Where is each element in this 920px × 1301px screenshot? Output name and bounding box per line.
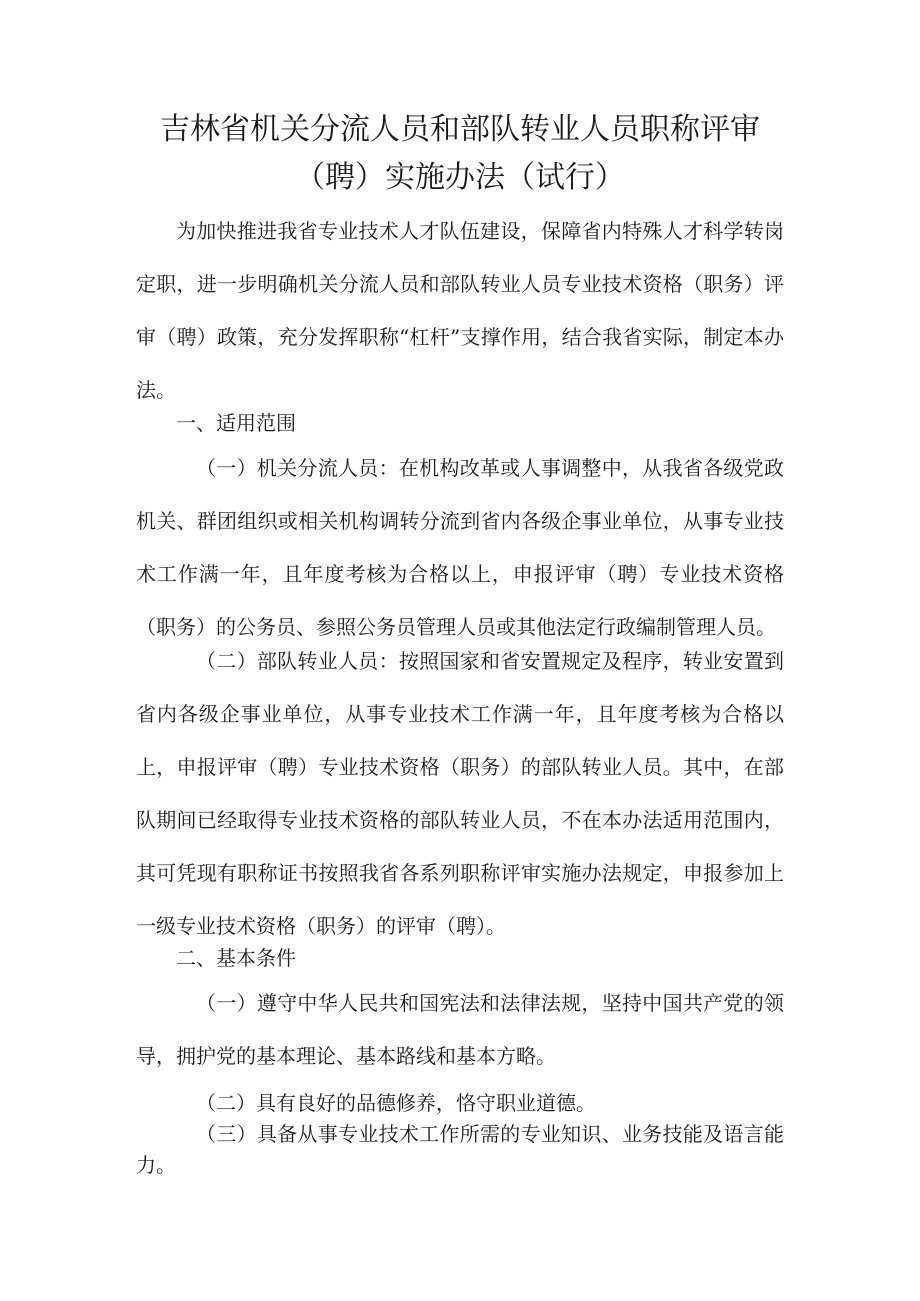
- section-1-item-2-block: [136, 635, 784, 953]
- section-2-item-2-block: [136, 1088, 784, 1119]
- intro-block: [136, 205, 784, 417]
- section-1-item-2: （二）部队转业人员：按照国家和省安置规定及程序，转业安置到省内各级企事业单位，从事专业技术工作满一年，且年度考核为合格以上，申报评审（聘）专业技术资格（职务）的部队转业人员。其中，在部队期间已经取得专业技术资格的部队转业人员，不在本办法适用范围内，其可凭现有职称证书按照我省各系列职称评审实施办法规定，申报参加上一级专业技术资格（职务）的评审（聘）。: [136, 649, 784, 938]
- document-title-line-2: （聘）实施办法（试行）: [295, 160, 625, 195]
- section-2-item-1: （一）遵守中华人民共和国宪法和法律法规，坚持中国共产党的领导，拥护党的基本理论、基本路线和基本方略。: [136, 991, 784, 1068]
- section-2-item-3: （三）具备从事专业技术工作所需的专业知识、业务技能及语言能力。: [136, 1122, 784, 1177]
- section-2-item-1-block: [136, 977, 784, 1083]
- section-2-item-2: （二）具有良好的品德修养，恪守职业道德。: [196, 1091, 596, 1115]
- section-1-item-1-block: [136, 442, 784, 654]
- section-1-heading: 一、适用范围: [176, 411, 296, 435]
- section-2-heading: 二、基本条件: [176, 946, 296, 970]
- section-1-item-1: （一）机关分流人员：在机构改革或人事调整中，从我省各级党政机关、群团组织或相关机构调转分流到省内各级企事业单位，从事专业技术工作满一年，且年度考核为合格以上，申报评审（聘）专业技术资格（职务）的公务员、参照公务员管理人员或其他法定行政编制管理人员。: [136, 456, 784, 639]
- intro-paragraph: 为加快推进我省专业技术人才队伍建设，保障省内特殊人才科学转岗定职，进一步明确机关分流人员和部队转业人员专业技术资格（职务）评审（聘）政策，充分发挥职称“杠杆”支撑作用，结合我省实际，制定本办法。: [136, 219, 784, 402]
- section-2-item-3-block: [136, 1119, 784, 1181]
- document-title-line-1: 吉林省机关分流人员和部队转业人员职称评审: [160, 112, 760, 147]
